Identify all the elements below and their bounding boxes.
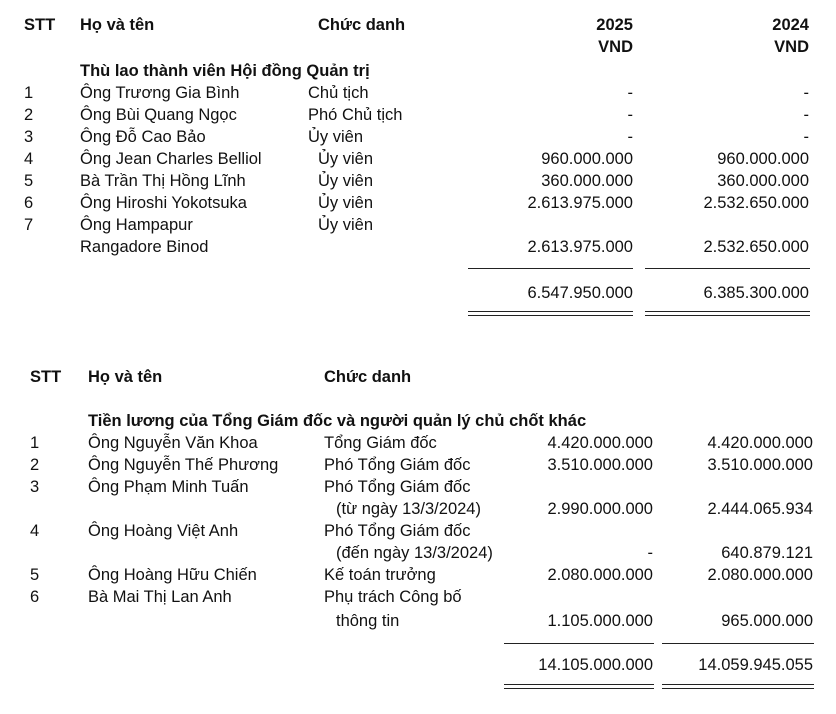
row-title-note: thông tin: [336, 612, 400, 630]
subtotal-rule-2024: [645, 268, 810, 269]
row-title: Chủ tịch: [308, 84, 369, 102]
row-value-2025: 3.510.000.000: [547, 456, 653, 474]
row-name: Bà Trần Thị Hồng Lĩnh: [80, 172, 246, 190]
row-stt: 1: [30, 434, 40, 452]
row-value-2025: 360.000.000: [541, 172, 633, 190]
row-stt: 6: [24, 194, 34, 212]
row-title: Phó Chủ tịch: [308, 106, 403, 124]
row-title: Ủy viên: [318, 172, 374, 190]
row-name: Ông Bùi Quang Ngọc: [80, 106, 237, 124]
header-unit-2025: VND: [598, 38, 633, 56]
row-name: Ông Trương Gia Bình: [80, 84, 240, 102]
row-stt: 7: [24, 216, 34, 234]
row-value-2025: 2.613.975.000: [527, 238, 633, 256]
row-value-2024: 965.000.000: [721, 612, 813, 630]
subtotal-rule-2025: [504, 643, 654, 644]
row-title: Ủy viên: [308, 128, 364, 146]
row-stt: 3: [30, 478, 40, 496]
row-stt: 4: [30, 522, 40, 540]
row-title-note: (từ ngày 13/3/2024): [336, 500, 481, 518]
row-value-2025: 2.080.000.000: [547, 566, 653, 584]
row-name: Ông Hoàng Việt Anh: [88, 522, 239, 540]
subtotal-rule-2024: [662, 643, 814, 644]
row-name: Ông Đỗ Cao Bảo: [80, 128, 206, 146]
section-title: Tiền lương của Tổng Giám đốc và người quản lý chủ chốt khác: [88, 412, 587, 430]
row-stt: 5: [30, 566, 40, 584]
row-title: Tổng Giám đốc: [324, 434, 437, 452]
row-name: Ông Phạm Minh Tuấn: [88, 478, 249, 496]
section-title: Thù lao thành viên Hội đồng Quản trị: [80, 62, 370, 80]
row-name: Ông Jean Charles Belliol: [80, 150, 262, 168]
row-value-2024: 2.080.000.000: [707, 566, 813, 584]
row-title: Phó Tổng Giám đốc: [324, 478, 471, 496]
row-value-2024: -: [803, 128, 809, 146]
row-name: Ông Hoàng Hữu Chiến: [88, 566, 257, 584]
row-title: Phó Tổng Giám đốc: [324, 456, 471, 474]
subtotal-rule-2025: [468, 268, 633, 269]
header-name: Họ và tên: [80, 16, 155, 34]
total-2025: 14.105.000.000: [538, 656, 653, 674]
total-2024: 14.059.945.055: [698, 656, 813, 674]
header-title: Chức danh: [324, 368, 412, 386]
row-value-2025: 960.000.000: [541, 150, 633, 168]
row-value-2024: 2.444.065.934: [707, 500, 813, 518]
header-year-2025: 2025: [596, 16, 633, 34]
row-value-2024: 2.532.650.000: [703, 238, 809, 256]
row-name: Ông Hampapur: [80, 216, 193, 234]
row-value-2025: -: [647, 544, 653, 562]
header-name: Họ và tên: [88, 368, 163, 386]
total-double-rule-2025: [468, 311, 633, 316]
row-stt: 3: [24, 128, 34, 146]
row-value-2025: 2.990.000.000: [547, 500, 653, 518]
total-double-rule-2024: [645, 311, 810, 316]
row-value-2024: 4.420.000.000: [707, 434, 813, 452]
row-value-2025: -: [627, 84, 633, 102]
header-unit-2024: VND: [774, 38, 809, 56]
row-value-2024: 2.532.650.000: [703, 194, 809, 212]
row-stt: 5: [24, 172, 34, 190]
header-year-2024: 2024: [772, 16, 809, 34]
row-name: Ông Nguyễn Thế Phương: [88, 456, 279, 474]
row-title: Ủy viên: [318, 150, 374, 168]
row-stt: 2: [24, 106, 34, 124]
row-value-2024: -: [803, 84, 809, 102]
total-2025: 6.547.950.000: [527, 284, 633, 302]
row-title: Ủy viên: [318, 216, 374, 234]
header-title: Chức danh: [318, 16, 406, 34]
row-title: Ủy viên: [318, 194, 374, 212]
row-value-2024: 3.510.000.000: [707, 456, 813, 474]
row-value-2025: 4.420.000.000: [547, 434, 653, 452]
row-value-2024: -: [803, 106, 809, 124]
row-name: Ông Hiroshi Yokotsuka: [80, 194, 247, 212]
total-double-rule-2024: [662, 684, 814, 689]
row-value-2024: 360.000.000: [717, 172, 809, 190]
row-name: Ông Nguyễn Văn Khoa: [88, 434, 258, 452]
header-stt: STT: [30, 368, 62, 386]
row-name: Bà Mai Thị Lan Anh: [88, 588, 232, 606]
row-value-2025: 1.105.000.000: [547, 612, 653, 630]
row-name-continued: Rangadore Binod: [80, 238, 209, 256]
row-value-2024: 640.879.121: [721, 544, 813, 562]
row-stt: 1: [24, 84, 34, 102]
row-value-2025: -: [627, 128, 633, 146]
total-double-rule-2025: [504, 684, 654, 689]
row-title: Phụ trách Công bố: [324, 588, 462, 606]
header-stt: STT: [24, 16, 56, 34]
row-title: Kế toán trưởng: [324, 566, 436, 584]
total-2024: 6.385.300.000: [703, 284, 809, 302]
row-stt: 4: [24, 150, 34, 168]
row-stt: 6: [30, 588, 40, 606]
row-title-note: (đến ngày 13/3/2024): [336, 544, 493, 562]
row-value-2025: 2.613.975.000: [527, 194, 633, 212]
row-value-2025: -: [627, 106, 633, 124]
row-stt: 2: [30, 456, 40, 474]
row-title: Phó Tổng Giám đốc: [324, 522, 471, 540]
row-value-2024: 960.000.000: [717, 150, 809, 168]
